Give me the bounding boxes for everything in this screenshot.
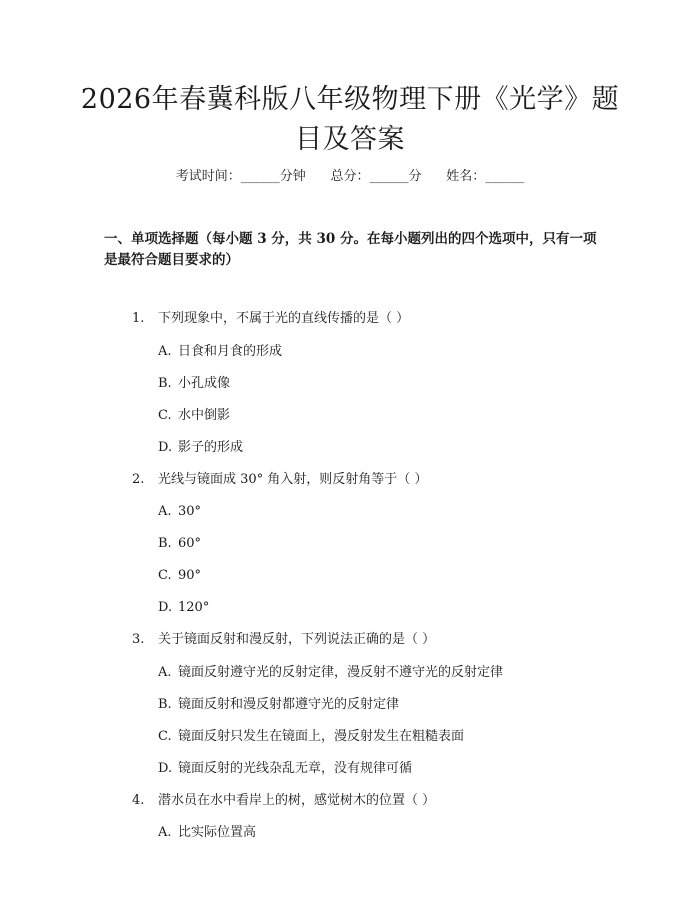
question-3-option-d [158,760,412,778]
question-number: 3. [132,632,145,647]
option-letter: B. [158,376,172,391]
question-3 [132,631,435,649]
question-text: 潜水员在水中看岸上的树，感觉树木的位置（ ） [158,793,436,808]
exam-info-line: 考试时间：______分钟 总分：______分 姓名：______ [175,169,525,184]
question-1-option-a [158,343,282,361]
question-2 [132,471,427,489]
question-1 [132,310,409,328]
option-text: 60° [178,536,202,551]
option-letter: C. [158,729,172,744]
option-text: 日食和月食的形成 [178,344,283,359]
option-letter: D. [158,600,173,615]
section-heading: 一、单项选择题（每小题 3 分，共 30 分。在每小题列出的四个选项中，只有一项是最符合题目要求的） [104,231,597,268]
question-text: 光线与镜面成 30° 角入射，则反射角等于（ ） [158,472,428,487]
question-3-option-b [158,696,399,714]
question-3-option-a [158,664,503,682]
option-text: 影子的形成 [178,440,244,455]
question-2-option-b [158,535,201,553]
option-text: 30° [178,504,202,519]
question-3-option-c [158,728,464,746]
option-text: 比实际位置高 [178,825,257,840]
option-letter: D. [158,440,173,455]
option-letter: B. [158,697,172,712]
option-text: 水中倒影 [178,408,231,423]
option-letter: A. [158,825,172,840]
option-letter: B. [158,536,172,551]
document-title: 2026年春冀科版八年级物理下册《光学》题目及答案 [80,84,620,155]
option-text: 120° [178,600,210,615]
option-text: 90° [178,568,202,583]
question-number: 1. [132,311,145,326]
option-letter: D. [158,761,173,776]
option-text: 镜面反射的光线杂乱无章，没有规律可循 [178,761,413,776]
option-text: 镜面反射和漫反射都遵守光的反射定律 [178,697,400,712]
option-text: 小孔成像 [178,376,231,391]
option-letter: A. [158,344,172,359]
question-1-option-b [158,375,230,393]
question-number: 2. [132,472,145,487]
option-text: 镜面反射只发生在镜面上，漫反射发生在粗糙表面 [178,729,465,744]
question-text: 关于镜面反射和漫反射，下列说法正确的是（ ） [158,632,436,647]
question-4-option-a [158,824,256,842]
question-2-option-a [158,503,201,521]
option-text: 镜面反射遵守光的反射定律，漫反射不遵守光的反射定律 [178,665,504,680]
option-letter: A. [158,665,172,680]
option-letter: C. [158,408,172,423]
question-2-option-c [158,567,201,585]
question-number: 4. [132,793,145,808]
question-1-option-d [158,439,243,457]
question-1-option-c [158,407,230,425]
question-4 [132,792,435,810]
option-letter: C. [158,568,172,583]
question-2-option-d [158,599,209,617]
question-text: 下列现象中，不属于光的直线传播的是（ ） [158,311,410,326]
option-letter: A. [158,504,172,519]
